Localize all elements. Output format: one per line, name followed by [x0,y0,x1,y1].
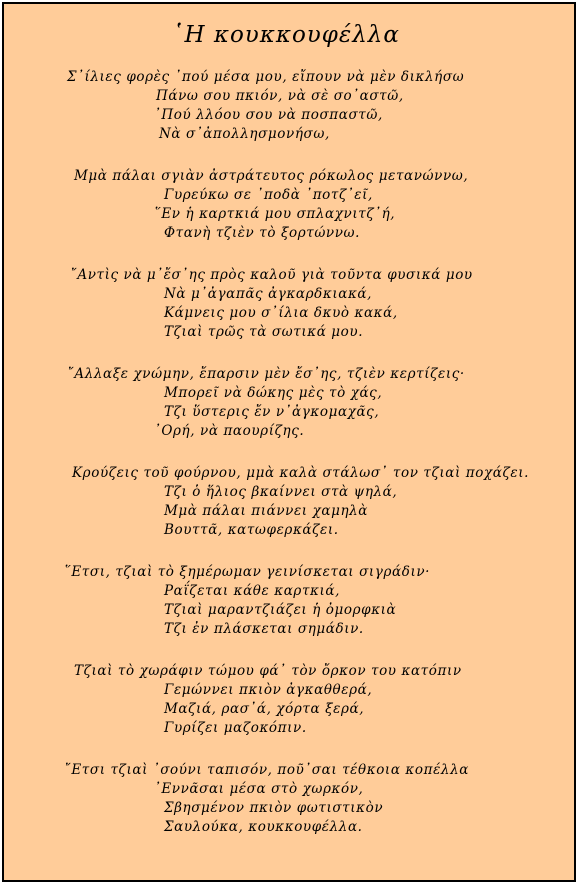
stanza-4-line-4: ᾿Ορή, νὰ παουρίζης. [154,423,305,439]
stanza-5-line-2: Τζι ὁ ἥλιος βκαίννει στὰ ψηλά, [164,484,398,500]
stanza-1-line-2: Πάνω σου πκιόν, νὰ σὲ σο᾿αστῶ, [156,88,404,104]
stanza-6-line-2: Ραΐζεται κάθε καρτκιά, [164,583,340,599]
stanza-2-line-1: Μμὰ πάλαι σγιὰν ἀστράτευτος ρόκωλος μετανώννω, [74,168,469,184]
stanza-7-line-1: Τζιαὶ τὸ χωράφιν τώμου φά᾿ τὸν ὄρκον του κατόπιν [74,663,462,679]
stanza-6-line-4: Τζι ἐν πλάσκεται σημάδιν. [164,621,364,637]
stanza-6-line-1: ῞Ετσι, τζιαὶ τὸ ξημέρωμαν γεινίσκεται σιγράδιν· [64,564,431,580]
poem-page [2,2,576,882]
poem-title: ῾Η κουκκουφέλλα [172,22,400,48]
stanza-1-line-3: ᾿Πού λλόου σου νὰ ποσπαστῶ, [154,107,383,123]
stanza-4-line-1: ῎Αλλαξε χνώμην, ἔπαρσιν μὲν ἔσ᾿ης, τζιὲν κερτίζεις· [67,366,465,382]
stanza-5-line-3: Μμὰ πάλαι πιάννει χαμηλὰ [164,503,369,519]
stanza-4-line-3: Τζι ὕστερις ἔν ν᾿ἀγκομαχᾶς, [164,404,380,420]
stanza-6-line-3: Τζιαὶ μαραντζιάζει ἡ ὀμορφκιὰ [164,602,397,618]
stanza-1-line-4: Νὰ σ᾿ἀπολλησμονήσω, [159,126,330,142]
stanza-1-line-1: Σ᾿ίλιες φορὲς ᾿πού μέσα μου, εἴπουν νὰ μὲν δικλήσω [67,69,465,85]
stanza-8-line-2: ᾿Εννᾶσαι μέσα στὸ χωρκόν, [154,781,364,797]
stanza-2-line-3: ῞Εν ἡ καρτκιά μου σπλαχνιτζ᾿ή, [154,206,396,222]
stanza-3-line-4: Τζιαὶ τρῶς τὰ σωτικά μου. [164,324,364,340]
stanza-7-line-2: Γεμώννει πκιὸν ἀγκαθθερά, [164,682,373,698]
stanza-2-line-4: Φτανὴ τζιὲν τὸ ξορτώννω. [164,225,361,241]
stanza-8-line-3: Σβησμένον πκιὸν φωτιστικὸν [164,800,384,816]
stanza-8-line-1: ῎Ετσι τζιαὶ ᾿σούνι ταπισόν, ποῦ᾿σαι τέθκοια κοπέλλα [64,762,469,778]
stanza-3-line-2: Νὰ μ᾿ἀγαπᾶς ἀγκαρδκιακά, [164,286,373,302]
stanza-7-line-3: Μαζιά, ρασ᾿ά, χόρτα ξερά, [164,701,365,717]
stanza-7-line-4: Γυρίζει μαζοκόπιν. [164,720,307,736]
stanza-4-line-2: Μπορεῖ νὰ δώκης μὲς τὸ χάς, [164,385,383,401]
stanza-2-line-2: Γυρεύκω σε ᾿ποδὰ ᾿ποτζ᾿εῖ, [164,187,373,203]
stanza-5-line-4: Βουττᾶ, κατωφερκάζει. [164,522,339,538]
stanza-8-line-4: Σαυλούκα, κουκκουφέλλα. [164,819,363,835]
stanza-5-line-1: Κρούζεις τοῦ φούρνου, μμὰ καλὰ στάλωσ᾿ τον τζιαὶ ποχάζει. [72,465,530,481]
stanza-3-line-3: Κάμνεις μου σ᾿ίλια δκυὸ κακά, [164,305,398,321]
stanza-3-line-1: ῎Αντὶς νὰ μ᾿ἔσ᾿ης πρὸς καλοῦ γιὰ τοῦντα φυσικά μου [70,267,473,283]
